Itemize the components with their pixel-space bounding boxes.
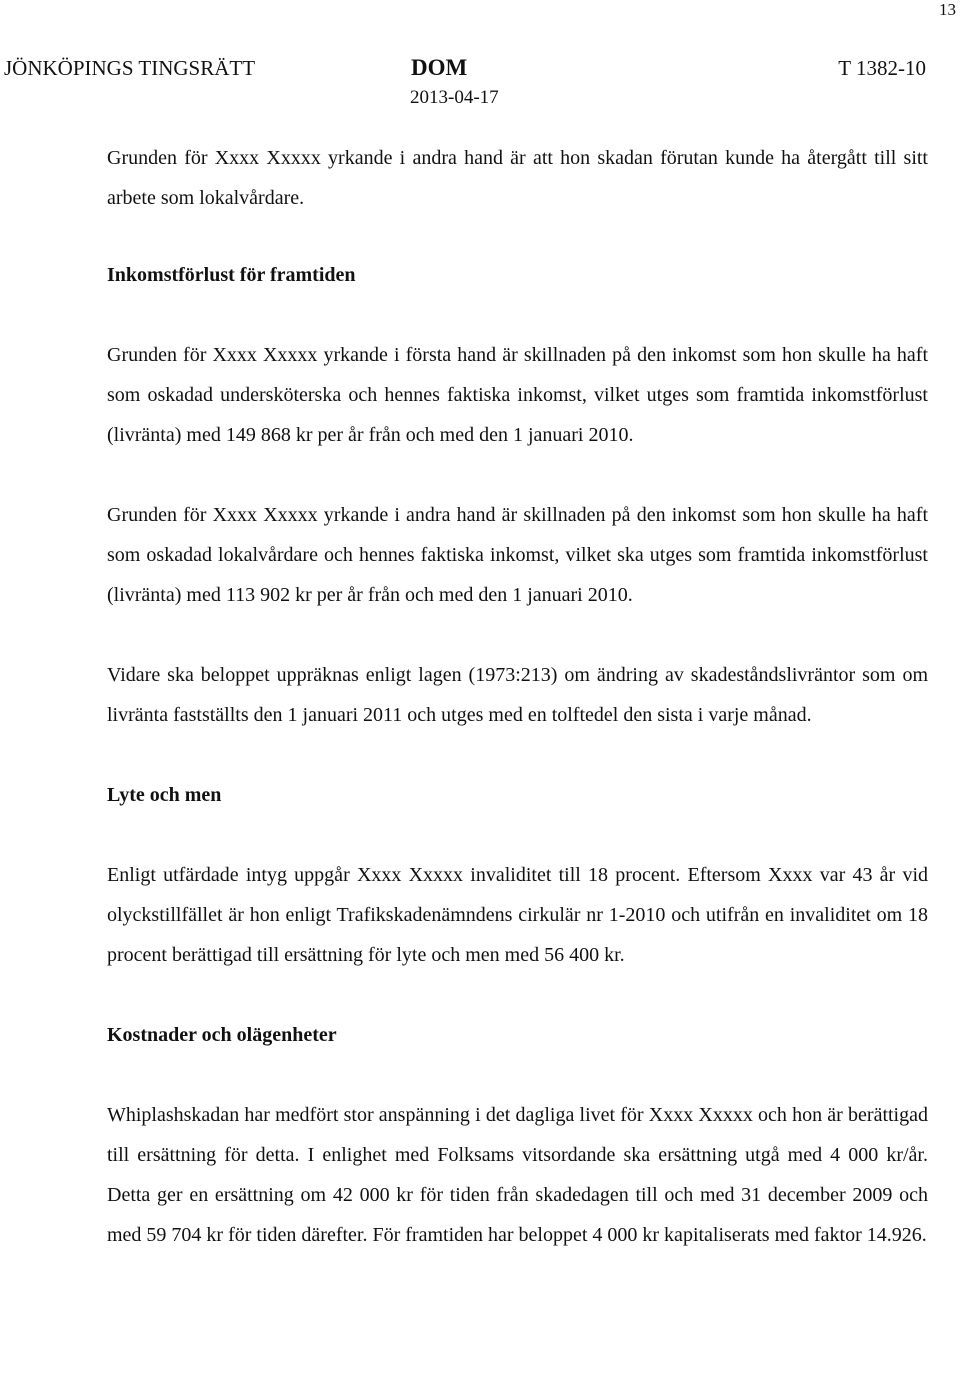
spacer <box>107 295 928 335</box>
spacer <box>107 815 928 855</box>
document-body <box>107 138 928 1255</box>
spacer <box>107 615 928 655</box>
spacer <box>107 1055 928 1095</box>
document-type: DOM <box>411 55 468 80</box>
spacer <box>107 975 928 1015</box>
costs-paragraph: Whiplashskadan har medfört stor anspänning i det dagliga livet för Xxxx Xxxxx och hon är berättigad till ersättning för detta. I enlighet med Folksams vitsordande ska ersättning utgå med 4 000 kr/år. Detta ger en ersättning om 42 000 kr för tiden från skadedagen till och med 31 december 2009 och med 59 704 kr för tiden därefter. För framtiden har beloppet 4 000 kr kapitaliserats med faktor 14.926. <box>107 1104 928 1246</box>
income-loss-heading: Inkomstförlust för framtiden <box>107 264 356 286</box>
income-loss-paragraph-3: Vidare ska beloppet uppräknas enligt lagen (1973:213) om ändring av skadeståndslivräntor som om livränta fastställts den 1 januari 2011 och utges med en tolftedel den sista i varje månad. <box>107 664 928 726</box>
disfigurement-paragraph: Enligt utfärdade intyg uppgår Xxxx Xxxxx invaliditet till 18 procent. Eftersom Xxxx var 43 år vid olyckstillfället är hon enligt Trafikskadenämndens cirkulär nr 1-2010 och utifrån en invaliditet om 18 procent berättigad till ersättning för lyte och men med 56 400 kr. <box>107 864 928 966</box>
document-date: 2013-04-17 <box>410 87 499 108</box>
income-loss-paragraph-2: Grunden för Xxxx Xxxxx yrkande i andra hand är skillnaden på den inkomst som hon skulle ha haft som oskadad lokalvårdare och hennes faktiska inkomst, vilket ska utges som framtida inkomstförlust (livränta) med 113 902 kr per år från och med den 1 januari 2010. <box>107 504 928 606</box>
case-number: T 1382-10 <box>838 56 926 80</box>
page-number: 13 <box>939 0 956 19</box>
spacer <box>107 735 928 775</box>
court-name: JÖNKÖPINGS TINGSRÄTT <box>4 56 256 80</box>
costs-heading: Kostnader och olägenheter <box>107 1024 337 1046</box>
spacer <box>107 455 928 495</box>
disfigurement-heading: Lyte och men <box>107 784 222 806</box>
income-loss-paragraph-1: Grunden för Xxxx Xxxxx yrkande i första hand är skillnaden på den inkomst som hon skulle ha haft som oskadad undersköterska och hennes faktiska inkomst, vilket utges som framtida inkomstförlust (livränta) med 149 868 kr per år från och med den 1 januari 2010. <box>107 344 928 446</box>
spacer <box>107 218 928 255</box>
intro-paragraph: Grunden för Xxxx Xxxxx yrkande i andra hand är att hon skadan förutan kunde ha återgått till sitt arbete som lokalvårdare. <box>107 147 928 209</box>
